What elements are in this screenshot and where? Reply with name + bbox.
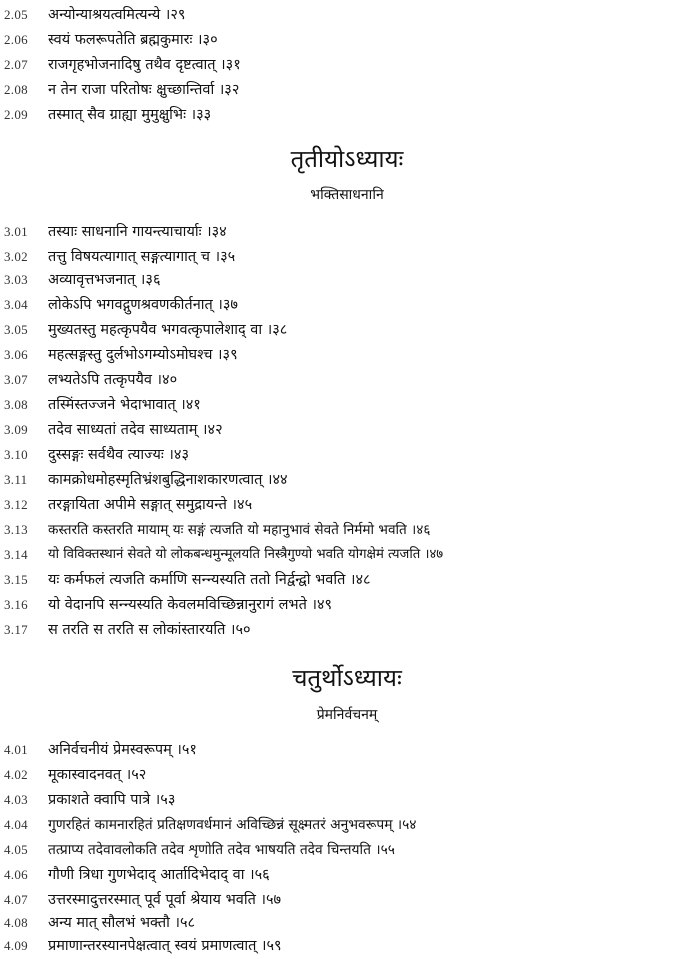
verse-number: 3.14 bbox=[4, 547, 28, 562]
verse-text: तस्मात् सैव ग्राह्या मुमुक्षुभिः ।३३ bbox=[48, 107, 212, 123]
verse-text: प्रमाणान्तरस्यानपेक्षत्वात् स्वयं प्रमाणत्वात् ।५९ bbox=[48, 938, 282, 954]
verse-text: अन्योन्याश्रयत्वमित्यन्ये ।२९ bbox=[48, 7, 186, 23]
verse-number: 2.05 bbox=[4, 7, 28, 22]
verse-text: यो विविक्तस्थानं सेवते यो लोकबन्धमुन्मूलयति निस्त्रैगुण्यो भवति योगक्षेमं त्यजति ।४७ bbox=[48, 547, 444, 562]
verse-text: गौणी त्रिधा गुणभेदाद् आर्तादिभेदाद् वा ।५६ bbox=[48, 867, 270, 883]
verse-number: 4.02 bbox=[4, 767, 28, 782]
chapter-subtitle: भक्तिसाधनानि bbox=[310, 187, 384, 203]
chapter-title: चतुर्थोऽध्यायः bbox=[292, 664, 402, 692]
verse-text: दुस्सङ्गः सर्वथैव त्याज्यः ।४३ bbox=[48, 447, 189, 463]
verse-number: 3.13 bbox=[4, 522, 28, 537]
verse-number: 2.08 bbox=[4, 82, 28, 97]
verse-text: लोकेऽपि भगवद्गुणश्रवणकीर्तनात् ।३७ bbox=[48, 297, 238, 313]
verse-number: 3.04 bbox=[4, 297, 28, 312]
verse-number: 3.01 bbox=[4, 224, 28, 239]
chapter-subtitle: प्रेमनिर्वचनम् bbox=[316, 707, 378, 723]
verse-row bbox=[0, 911, 694, 935]
verse-row bbox=[0, 518, 694, 542]
verse-row bbox=[0, 838, 694, 862]
verse-number: 3.09 bbox=[4, 422, 28, 437]
verse-row bbox=[0, 593, 694, 617]
verse-number: 4.04 bbox=[4, 817, 28, 832]
verse-row bbox=[0, 543, 694, 567]
verse-text: उत्तरस्मादुत्तरस्मात् पूर्व पूर्वा श्रेयाय भवति ।५७ bbox=[48, 892, 282, 908]
verse-row bbox=[0, 934, 694, 958]
verse-number: 4.09 bbox=[4, 938, 28, 953]
verse-text: यः कर्मफलं त्यजति कर्माणि सन्न्यस्यति ततो निर्द्वन्द्वो भवति ।४८ bbox=[48, 572, 371, 588]
verse-row bbox=[0, 368, 694, 392]
verse-row bbox=[0, 443, 694, 467]
verse-text: राजगृहभोजनादिषु तथैव दृष्टत्वात् ।३१ bbox=[48, 57, 241, 73]
verse-text: यो वेदानपि सन्न्यस्यति केवलमविच्छिन्नानुरागं लभते ।४९ bbox=[48, 597, 333, 613]
verse-text: अव्यावृत्तभजनात् ।३६ bbox=[48, 272, 161, 288]
verse-number: 4.01 bbox=[4, 742, 28, 757]
verse-text: तरङ्गायिता अपीमे सङ्गात् समुद्रायन्ते ।४५ bbox=[48, 497, 253, 513]
verse-text: तत्तु विषयत्यागात् सङ्गत्यागात् च ।३५ bbox=[48, 249, 236, 265]
verse-text: स तरति स तरति स लोकांस्तारयति ।५० bbox=[48, 622, 251, 638]
verse-number: 3.08 bbox=[4, 397, 28, 412]
verse-number: 4.08 bbox=[4, 915, 28, 930]
verse-row bbox=[0, 220, 694, 244]
verse-number: 2.06 bbox=[4, 32, 28, 47]
chapter-title: तृतीयोऽध्यायः bbox=[290, 145, 404, 173]
verse-row bbox=[0, 103, 694, 127]
verse-number: 3.16 bbox=[4, 597, 28, 612]
verse-row bbox=[0, 3, 694, 27]
verse-number: 4.03 bbox=[4, 792, 28, 807]
verse-row bbox=[0, 813, 694, 837]
verse-row bbox=[0, 245, 694, 269]
verse-row bbox=[0, 888, 694, 912]
verse-number: 3.03 bbox=[4, 272, 28, 287]
verse-number: 2.09 bbox=[4, 107, 28, 122]
verse-row bbox=[0, 268, 694, 292]
verse-text: मुख्यतस्तु महत्कृपयैव भगवत्कृपालेशाद् वा ।३८ bbox=[48, 322, 288, 338]
verse-number: 3.07 bbox=[4, 372, 28, 387]
verse-text: लभ्यतेऽपि तत्कृपयैव ।४० bbox=[48, 372, 178, 388]
verse-row bbox=[0, 493, 694, 517]
verse-row bbox=[0, 78, 694, 102]
verse-text: गुणरहितं कामनारहितं प्रतिक्षणवर्धमानं अविच्छिन्नं सूक्ष्मतरं अनुभवरूपम् ।५४ bbox=[48, 817, 417, 833]
verse-row bbox=[0, 343, 694, 367]
verse-text: तस्याः साधनानि गायन्त्याचार्याः ।३४ bbox=[48, 224, 227, 240]
verse-row bbox=[0, 53, 694, 77]
verse-row bbox=[0, 28, 694, 52]
verse-text: प्रकाशते क्वापि पात्रे ।५३ bbox=[48, 792, 176, 808]
verse-row bbox=[0, 863, 694, 887]
verse-row bbox=[0, 568, 694, 592]
verse-text: अनिर्वचनीयं प्रेमस्वरूपम् ।५१ bbox=[48, 742, 197, 758]
verse-row bbox=[0, 763, 694, 787]
verse-number: 2.07 bbox=[4, 57, 28, 72]
verse-number: 4.06 bbox=[4, 867, 28, 882]
verse-number: 3.12 bbox=[4, 497, 28, 512]
verse-text: महत्सङ्गस्तु दुर्लभोऽगम्योऽमोघश्च ।३९ bbox=[48, 347, 238, 363]
verse-number: 4.07 bbox=[4, 892, 28, 907]
verse-number: 4.05 bbox=[4, 842, 28, 857]
verse-text: तदेव साध्यतां तदेव साध्यताम् ।४२ bbox=[48, 422, 223, 438]
verse-text: कामक्रोधमोहस्मृतिभ्रंशबुद्धिनाशकारणत्वात् ।४४ bbox=[48, 472, 288, 488]
verse-text: मूकास्वादनवत् ।५२ bbox=[48, 767, 147, 783]
verse-number: 3.05 bbox=[4, 322, 28, 337]
verse-row bbox=[0, 418, 694, 442]
verse-number: 3.06 bbox=[4, 347, 28, 362]
verse-text: अन्य मात् सौलभं भक्तौ ।५८ bbox=[48, 915, 196, 931]
verse-row bbox=[0, 788, 694, 812]
verse-number: 3.10 bbox=[4, 447, 28, 462]
verse-number: 3.17 bbox=[4, 622, 28, 637]
verse-number: 3.11 bbox=[4, 472, 28, 487]
verse-number: 3.02 bbox=[4, 249, 28, 264]
verse-row bbox=[0, 393, 694, 417]
verse-text: तत्प्राप्य तदेवावलोकति तदेव शृणोति तदेव भाषयति तदेव चिन्तयति ।५५ bbox=[48, 842, 395, 858]
verse-text: कस्तरति कस्तरति मायाम् यः सङ्गं त्यजति यो महानुभावं सेवते निर्ममो भवति ।४६ bbox=[48, 522, 431, 538]
verse-text: स्वयं फलरूपतेति ब्रह्मकुमारः ।३० bbox=[48, 32, 218, 48]
verse-row bbox=[0, 318, 694, 342]
verse-row bbox=[0, 468, 694, 492]
verse-row bbox=[0, 738, 694, 762]
verse-text: न तेन राजा परितोषः क्षुच्छान्तिर्वा ।३२ bbox=[48, 82, 240, 98]
verse-row bbox=[0, 293, 694, 317]
verse-text: तस्मिंस्तज्जने भेदाभावात् ।४१ bbox=[48, 397, 201, 413]
verse-number: 3.15 bbox=[4, 572, 28, 587]
verse-row bbox=[0, 618, 694, 642]
